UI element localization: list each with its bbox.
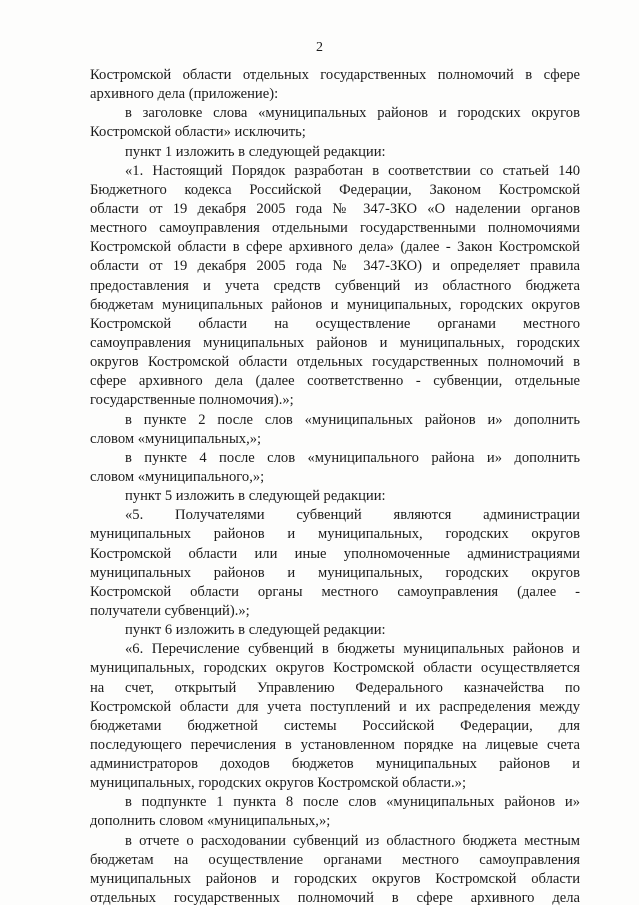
text-line: «6. Перечисление субвенций в бюджеты муниципальных районов и <box>125 641 580 658</box>
text-line: Костромской области на осуществление органами местного <box>90 315 580 332</box>
text-line: государственные полномочия).»; <box>90 392 294 409</box>
text-line: сфере архивного дела (далее соответственно - субвенции, отдельные <box>90 373 580 390</box>
text-line: области от 19 декабря 2005 года № 347-ЗКО «О наделении органов <box>90 200 580 217</box>
text-line: Костромской области в сфере архивного дела» (далее - Закон Костромской <box>90 239 580 256</box>
text-line: Костромской области» исключить; <box>90 124 306 141</box>
text-line: муниципальных районов и городских округов Костромской области <box>90 870 580 887</box>
text-line: дополнить словом «муниципальных,»; <box>90 813 331 830</box>
text-line: последующего перечисления в установленном порядке на лицевые счета <box>90 736 580 753</box>
text-line: Костромской области для учета поступлений и их распределения между <box>90 698 580 715</box>
text-line: бюджетам муниципальных районов и муниципальных, городских округов <box>90 296 580 313</box>
text-line: округов Костромской области отдельных государственных полномочий в <box>90 354 580 371</box>
text-line: муниципальных, городских округов Костромской области.»; <box>90 775 467 792</box>
text-line: бюджетам на осуществление органами местного самоуправления <box>90 851 580 868</box>
text-line: Бюджетного кодекса Российской Федерации, Законом Костромской <box>90 181 580 198</box>
text-line: пункт 1 изложить в следующей редакции: <box>125 143 386 160</box>
text-line: архивного дела (приложение): <box>90 86 279 103</box>
text-line: бюджетами бюджетной системы Российской Федерации, для <box>90 717 580 734</box>
text-line: в пункте 2 после слов «муниципальных районов и» дополнить <box>125 411 580 428</box>
text-line: администраторов доходов бюджетов муниципальных районов и <box>90 756 580 773</box>
text-line: словом «муниципального,»; <box>90 468 265 485</box>
text-line: области от 19 декабря 2005 года № 347-ЗКО) и определяет правила <box>90 258 580 275</box>
text-line: в заголовке слова «муниципальных районов и городских округов <box>125 105 580 122</box>
text-line: муниципальных, городских округов Костромской области осуществляется <box>90 660 580 677</box>
text-line: в отчете о расходовании субвенций из областного бюджета местным <box>125 832 580 849</box>
page-number: 2 <box>316 40 323 55</box>
text-line: отдельных государственных полномочий в сфере архивного дела <box>90 890 580 907</box>
text-line: пункт 5 изложить в следующей редакции: <box>125 488 386 505</box>
text-line: Костромской области органы местного самоуправления (далее - <box>90 583 580 600</box>
text-line: муниципальных районов и муниципальных, городских округов <box>90 564 580 581</box>
text-line: местного самоуправления отдельными государственными полномочиями <box>90 220 580 237</box>
text-line: в подпункте 1 пункта 8 после слов «муниципальных районов и» <box>125 794 580 811</box>
document-body <box>90 66 580 908</box>
text-line: получатели субвенций).»; <box>90 602 250 619</box>
text-line: Костромской области или иные уполномоченные администрациями <box>90 545 580 562</box>
text-line: Костромской области отдельных государственных полномочий в сфере <box>90 67 580 83</box>
text-line: самоуправления муниципальных районов и муниципальных, городских <box>90 334 580 351</box>
text-line: предоставления и учета средств субвенций из областного бюджета <box>90 277 580 294</box>
text-line: в пункте 4 после слов «муниципального района и» дополнить <box>125 449 580 466</box>
text-line: пункт 6 изложить в следующей редакции: <box>125 622 386 639</box>
text-line: на счет, открытый Управлению Федерального казначейства по <box>90 679 580 696</box>
text-line: муниципальных районов и муниципальных, городских округов <box>90 526 580 543</box>
text-line: словом «муниципальных,»; <box>90 430 262 447</box>
text-line: «5. Получателями субвенций являются администрации <box>125 507 580 524</box>
text-line: «1. Настоящий Порядок разработан в соответствии со статьей 140 <box>125 162 580 179</box>
